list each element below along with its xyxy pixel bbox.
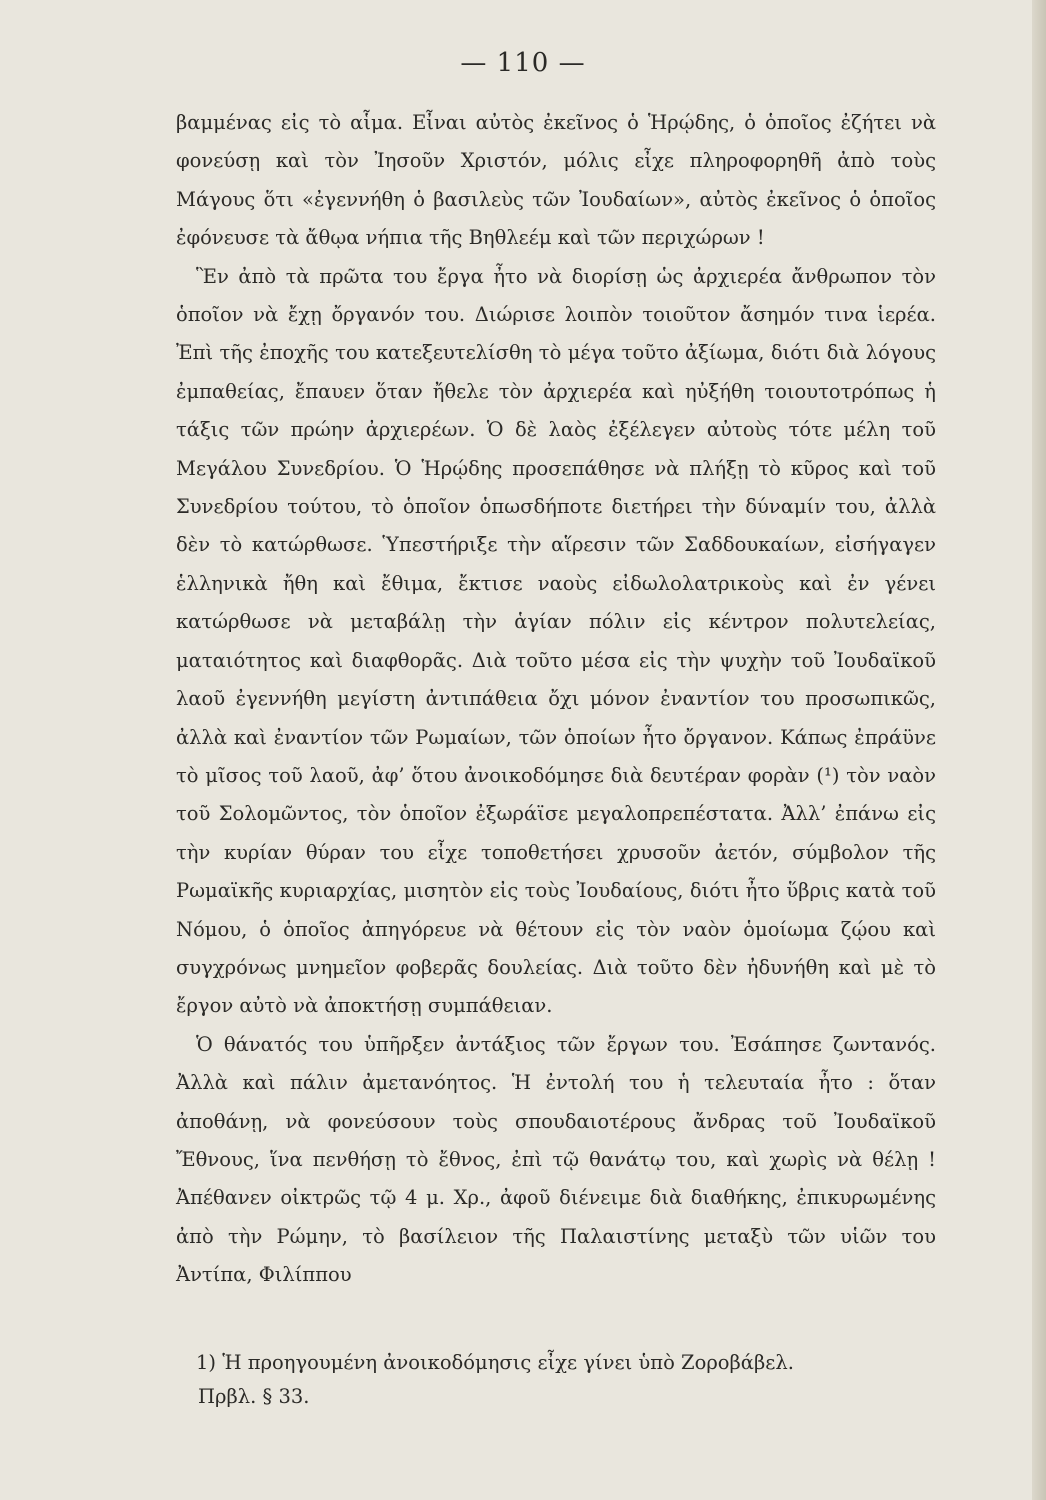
paragraph-2: Ἓν ἀπὸ τὰ πρῶτα του ἔργα ἦτο νὰ διορίσῃ ὡς ἀρχιερέα ἄνθρωπον τὸν ὁποῖον νὰ ἔχῃ ὄργανόν του. Διώρισε λοιπὸν τοιοῦτον ἄσημόν τινα ἱερέα. Ἐπὶ τῆς ἐποχῆς του κατεξευτελίσθη τὸ μέγα τοῦτο ἀξίωμα, διότι διὰ λόγους ἐμπαθείας, ἔπαυεν ὅταν ἤθελε τὸν ἀρχιερέα καὶ ηὐξήθη τοιουτοτρόπως ἡ τάξις τῶν πρώην ἀρχιερέων. Ὁ δὲ λαὸς ἐξέλεγεν αὐτοὺς τότε μέλη τοῦ Μεγάλου Συνεδρίου. Ὁ Ἡρῴδης προσεπάθησε νὰ πλήξῃ τὸ κῦρος καὶ τοῦ Συνεδρίου τούτου, τὸ ὁποῖον ὁπωσδήποτε διετήρει τὴν δύναμίν του, ἀλλὰ δὲν τὸ κατώρθωσε. Ὑπεστήριξε τὴν αἵρεσιν τῶν Σαδδουκαίων, εἰσήγαγεν ἑλληνικὰ ἤθη καὶ ἔθιμα, ἔκτισε ναοὺς εἰδωλολατρικοὺς καὶ ἐν γένει κατώρθωσε νὰ μεταβάλῃ τὴν ἁγίαν πόλιν εἰς κέντρον πολυτελείας, ματαιότητος καὶ διαφθορᾶς. Διὰ τοῦτο μέσα εἰς τὴν ψυχὴν τοῦ Ἰουδαϊκοῦ λαοῦ ἐγεννήθη μεγίστη ἀντιπάθεια ὄχι μόνον ἐναντίον του προσωπικῶς, ἀλλὰ καὶ ἐναντίον τῶν Ρωμαίων, τῶν ὁποίων ἦτο ὄργανον. Κάπως ἐπράϋνε τὸ μῖσος τοῦ λαοῦ, ἀφ’ ὅτου ἀνοικοδόμησε διὰ δευτέραν φορὰν (¹) τὸν ναὸν τοῦ Σολομῶντος, τὸν ὁποῖον ἐξωράϊσε μεγαλοπρεπέστατα. Ἀλλ’ ἐπάνω εἰς τὴν κυρίαν θύραν του εἶχε τοποθετήσει χρυσοῦν ἀετόν, σύμβολον τῆς Ρωμαϊκῆς κυριαρχίας, μισητὸν εἰς τοὺς Ἰουδαίους, διότι ἦτο ὕβρις κατὰ τοῦ Νόμου, ὁ ὁποῖος ἀπηγόρευε νὰ θέτουν εἰς τὸν ναὸν ὁμοίωμα ζῴου καὶ συγχρόνως μνημεῖον φοβερᾶς δουλείας. Διὰ τοῦτο δὲν ἠδυνήθη καὶ μὲ τὸ ἔργον αὐτὸ νὰ ἀποκτήσῃ συμπάθειαν. (176, 264, 936, 1018)
page-edge (1032, 0, 1046, 1500)
footnote-1: 1) Ἡ προηγουμένη ἀνοικοδόμησις εἶχε γίνει ὑπὸ Ζοροβάβελ. (196, 1351, 794, 1374)
paragraph-3: Ὁ θάνατός του ὑπῆρξεν ἀντάξιος τῶν ἔργων του. Ἐσάπησε ζωντανός. Ἀλλὰ καὶ πάλιν ἀμετανόητος. Ἡ ἐντολή του ἡ τελευταία ἦτο : ὅταν ἀποθάνῃ, νὰ φονεύσουν τοὺς σπουδαιοτέρους ἄνδρας τοῦ Ἰουδαϊκοῦ Ἔθνους, ἵνα πενθήσῃ τὸ ἔθνος, ἐπὶ τῷ θανάτῳ του, καὶ χωρὶς νὰ θέλῃ ! Ἀπέθανεν οἰκτρῶς τῷ 4 μ. Χρ., ἀφοῦ διένειμε διὰ διαθήκης, ἐπικυρωμένης ἀπὸ τὴν Ρώμην, τὸ βασίλειον τῆς Παλαιστίνης μεταξὺ τῶν υἱῶν του Ἀντίπα, Φιλίππου (176, 1032, 936, 1287)
footnote-reference: Πρβλ. § 33. (198, 1385, 310, 1408)
paragraph-1: βαμμένας εἰς τὸ αἷμα. Εἶναι αὐτὸς ἐκεῖνος ὁ Ἡρῴδης, ὁ ὁποῖος ἐζήτει νὰ φονεύσῃ καὶ τὸν Ἰησοῦν Χριστόν, μόλις εἶχε πληροφορηθῆ ἀπὸ τοὺς Μάγους ὅτι «ἐγεννήθη ὁ βασιλεὺς τῶν Ἰουδαίων», αὐτὸς ἐκεῖνος ὁ ὁποῖος ἐφόνευσε τὰ ἄθῳα νήπια τῆς Βηθλεέμ καὶ τῶν περιχώρων ! (176, 111, 936, 250)
body-text (176, 104, 936, 1295)
page-number: — 110 — (460, 48, 586, 78)
footnotes (196, 1346, 936, 1414)
